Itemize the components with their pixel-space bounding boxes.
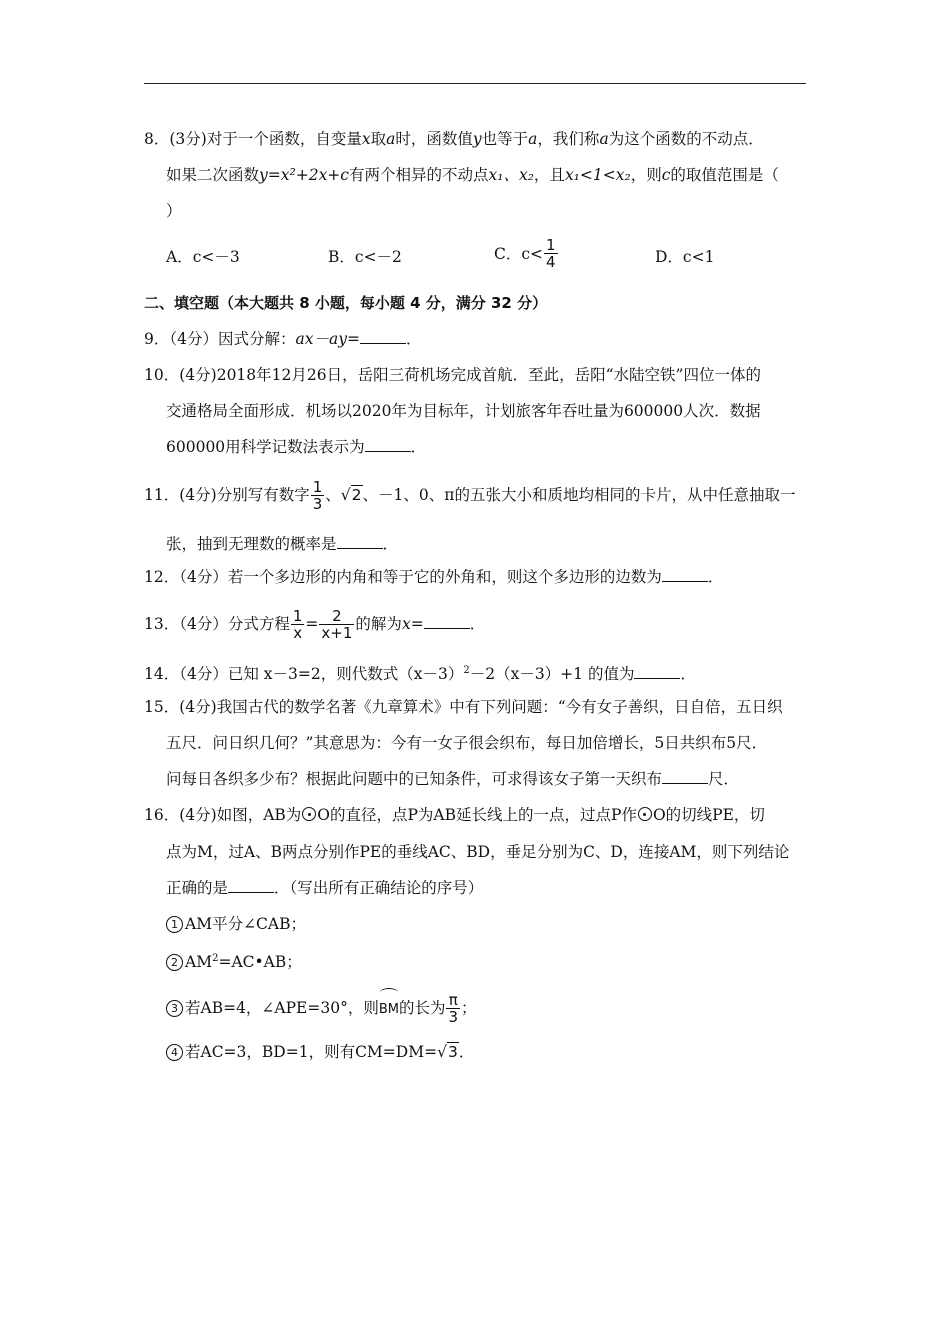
fraction: $\frac{2}{x+1}$ bbox=[321, 607, 353, 642]
answer-blank bbox=[662, 567, 708, 582]
q16-statement-4: 4 若AC=3，BD=1，则有CM=DM=√3． bbox=[166, 1041, 474, 1063]
q10-line1: 10．(4分)2018年12月26日，岳阳三荷机场完成首航．至此，岳阳“水陆空铁”四位一体的 bbox=[144, 366, 761, 384]
q13: 13．（4分）分式方程 $\frac{1}{x}$ = $\frac{2}{x+1}$ 的解为x= ． bbox=[144, 607, 486, 642]
circled-number-2: 2 bbox=[166, 954, 183, 971]
circled-number-4: 4 bbox=[166, 1044, 183, 1061]
circled-number-3: 3 bbox=[166, 1000, 183, 1017]
fraction: $\frac{1}{3}$ bbox=[312, 478, 323, 513]
header-rule bbox=[144, 83, 806, 84]
answer-blank bbox=[337, 534, 383, 549]
q10-line3: 600000用科学记数法表示为 ． bbox=[166, 438, 427, 456]
fraction: $\frac{1}{x}$ bbox=[292, 607, 303, 642]
answer-blank bbox=[424, 614, 470, 629]
q9: 9．（4分）因式分解：ax－ay= ． bbox=[144, 330, 422, 348]
q10-line2: 交通格局全面形成．机场以2020年为目标年，计划旅客年吞吐量为600000人次．数据 bbox=[166, 402, 761, 420]
q15-line1: 15．(4分)我国古代的数学名著《九章算术》中有下列问题：“今有女子善织，日自倍，五日织 bbox=[144, 698, 783, 716]
q8-line2: 如果二次函数y=x²+2x+c有两个相异的不动点x₁、x₂，且x₁<1<x₂，则c的取值范围是（ bbox=[166, 166, 779, 184]
q16-statement-3: 3 若AB=4，∠APE=30°，则BM的长为 $\frac{\pi}{3}$ ； bbox=[166, 988, 477, 1028]
q14: 14．（4分）已知 x－3=2，则代数式$(x-3)^2-2(x-3)+1$ 的值为 ． bbox=[144, 665, 696, 684]
q16-line1: 16．(4分)如图，AB为 O的直径，点P为AB延长线上的一点，过点P作 O的切线PE，切 bbox=[144, 806, 765, 824]
answer-blank bbox=[360, 329, 406, 344]
sqrt-symbol: √2 bbox=[340, 486, 362, 504]
q15-line3: 问每日各织多少布？根据此问题中的已知条件，可求得该女子第一天织布 尺． bbox=[166, 770, 740, 788]
q8-option-c: C．c< $\frac{1}{4}$ bbox=[494, 236, 556, 271]
answer-blank bbox=[365, 437, 411, 452]
q11-line2: 张，抽到无理数的概率是 ． bbox=[166, 535, 399, 553]
fraction: $\frac{\pi}{3}$ bbox=[448, 991, 459, 1026]
circle-dot-icon bbox=[302, 807, 316, 821]
answer-blank bbox=[662, 769, 708, 784]
fraction: $\frac{1}{4}$ bbox=[546, 236, 556, 271]
q8-line1: 8．(3分)对于一个函数，自变量x取a时，函数值y也等于a，我们称a为这个函数的不动点． bbox=[144, 130, 764, 148]
circle-dot-icon bbox=[638, 807, 652, 821]
answer-blank bbox=[634, 664, 680, 679]
arc-bm: BM bbox=[379, 988, 399, 1028]
q8-option-b: B．c<－2 bbox=[328, 248, 402, 266]
q16-statement-2: 2 $AM^2=AC•AB$； bbox=[166, 948, 302, 973]
q11-line1: 11．(4分)分别写有数字 $\frac{1}{3}$ 、√2、－1、0、π的五张大小和质地均相同的卡片，从中任意抽取一 bbox=[144, 478, 796, 513]
q12: 12．（4分）若一个多边形的内角和等于它的外角和，则这个多边形的边数为 ． bbox=[144, 568, 724, 586]
q16-statement-1: 1 AM平分∠CAB； bbox=[166, 913, 306, 935]
answer-blank bbox=[228, 878, 274, 893]
q16-line3: 正确的是 ．（写出所有正确结论的序号） bbox=[166, 879, 484, 897]
section-heading: 二、填空题（本大题共 8 小题，每小题 4 分，满分 32 分） bbox=[144, 294, 548, 312]
q8-option-a: A．c<－3 bbox=[166, 248, 240, 266]
q16-line2: 点为M，过A、B两点分别作PE的垂线AC、BD，垂足分别为C、D，连接AM，则下列结论 bbox=[166, 843, 790, 861]
q15-line2: 五尺．问日织几何？”其意思为：今有一女子很会织布，每日加倍增长，5日共织布5尺． bbox=[166, 734, 768, 752]
q8-line3: ） bbox=[166, 202, 182, 220]
circled-number-1: 1 bbox=[166, 916, 183, 933]
sqrt-symbol: √3 bbox=[437, 1043, 458, 1061]
q8-option-d: D．c<1 bbox=[655, 248, 715, 266]
